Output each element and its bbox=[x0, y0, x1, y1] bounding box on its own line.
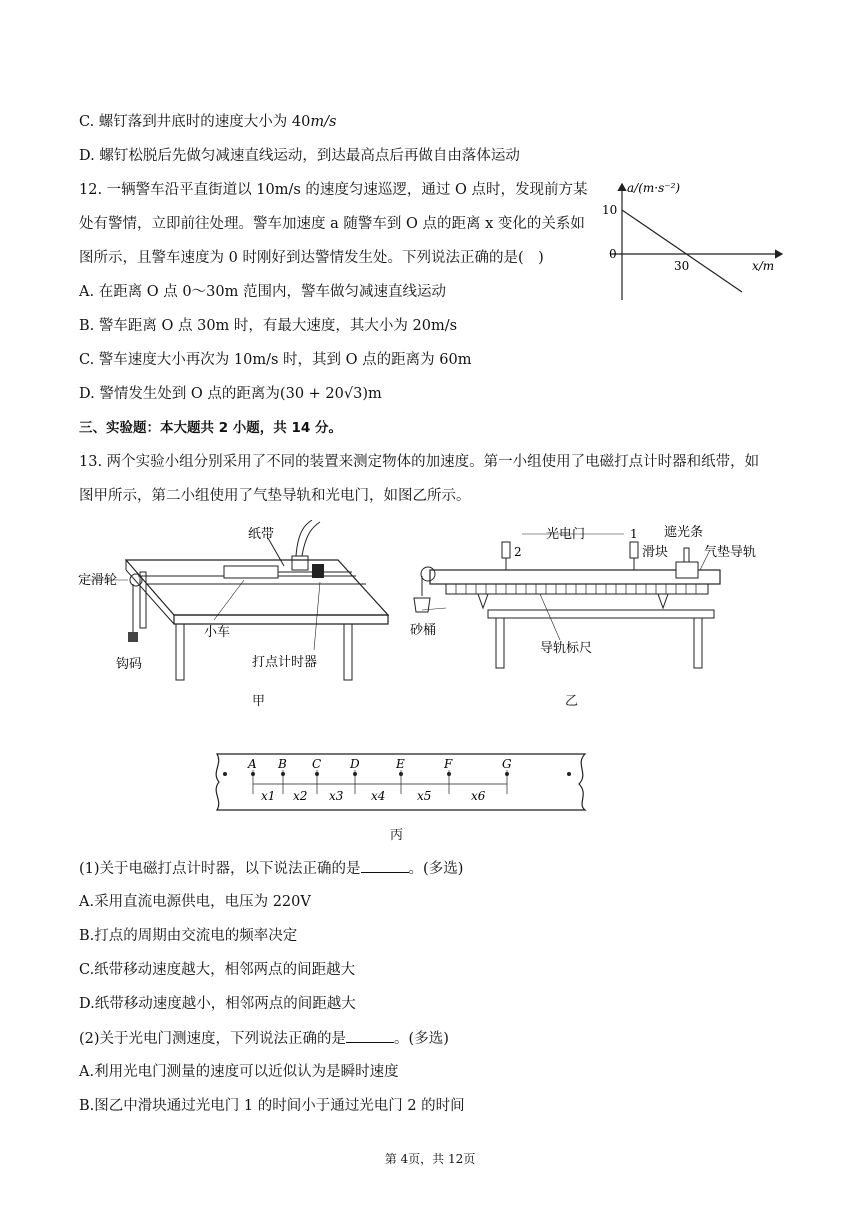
segment-x6: x6 bbox=[471, 789, 486, 803]
q12-stem-line1: 12. 一辆警车沿平直街道以 10m/s 的速度匀速巡逻，通过 O 点时，发现前方某 bbox=[79, 182, 588, 198]
q13-part1-option-c: C.纸带移动速度越大，相邻两点的间距越大 bbox=[79, 962, 356, 978]
label-gate-2: 2 bbox=[514, 545, 522, 559]
label-daoguibiaochi: 导轨标尺 bbox=[540, 641, 593, 656]
label-zhidai: 纸带 bbox=[248, 527, 275, 542]
q11-option-c: C. 螺钉落到井底时的速度大小为 40m/s bbox=[79, 114, 337, 130]
answer-blank-1[interactable] bbox=[361, 858, 409, 873]
point-c: C bbox=[312, 757, 322, 771]
section-heading: 三、实验题：本大题共 2 小题，共 14 分。 bbox=[79, 420, 342, 436]
label-zheguangtiao: 遮光条 bbox=[664, 525, 704, 540]
q13-stem-line2: 图甲所示，第二小组使用了气垫导轨和光电门，如图乙所示。 bbox=[79, 488, 471, 504]
a-x-line bbox=[622, 210, 742, 292]
q13-part2: (2)关于光电门测速度，下列说法正确的是 。(多选) bbox=[79, 1028, 449, 1049]
label-xiaoche: 小车 bbox=[204, 625, 231, 640]
figure-bing bbox=[205, 748, 595, 818]
label-gate-1: 1 bbox=[630, 527, 638, 541]
q13-part1-option-d: D.纸带移动速度越小，相邻两点的间距越大 bbox=[79, 996, 356, 1012]
point-d: D bbox=[350, 757, 360, 771]
page-footer: 第 4页，共 12页 bbox=[384, 1152, 476, 1166]
caption-jia: 甲 bbox=[252, 694, 266, 709]
point-a: A bbox=[248, 757, 257, 771]
segment-x4: x4 bbox=[371, 789, 386, 803]
q13-part1: (1)关于电磁打点计时器，以下说法正确的是 。(多选) bbox=[79, 858, 463, 879]
point-b: B bbox=[278, 757, 287, 771]
graph-x-tick: 30 bbox=[674, 259, 690, 273]
graph-y-tick: 10 bbox=[602, 203, 618, 217]
q11-option-d: D. 螺钉松脱后先做匀减速直线运动，到达最高点后再做自由落体运动 bbox=[79, 148, 520, 164]
segment-x1: x1 bbox=[261, 789, 276, 803]
caption-yi: 乙 bbox=[565, 694, 579, 709]
q13-part1-option-b: B.打点的周期由交流电的频率决定 bbox=[79, 928, 298, 944]
q12-stem-line3: 图所示，且警车速度为 0 时刚好到达警情发生处。下列说法正确的是( ) bbox=[79, 250, 544, 266]
label-gouma: 钩码 bbox=[116, 657, 143, 672]
q13-part1-option-a: A.采用直流电源供电，电压为 220V bbox=[79, 894, 311, 910]
point-e: E bbox=[396, 757, 405, 771]
label-qidiandaogui: 气垫导轨 bbox=[704, 545, 757, 560]
label-dinghualun: 定滑轮 bbox=[78, 573, 118, 588]
label-dadianjishiqi: 打点计时器 bbox=[252, 655, 318, 670]
graph-xlabel: x/m bbox=[752, 259, 775, 273]
label-huakuai: 滑块 bbox=[642, 545, 669, 560]
q12-ax-graph bbox=[600, 178, 790, 303]
segment-x3: x3 bbox=[329, 789, 344, 803]
q12-stem-line2: 处有警情，立即前往处理。警车加速度 a 随警车到 O 点的距离 x 变化的关系如 bbox=[79, 216, 585, 232]
q12-option-d: D. 警情发生处到 O 点的距离为(30 + 20√3)m bbox=[79, 386, 382, 402]
q13-stem-line1: 13. 两个实验小组分别采用了不同的装置来测定物体的加速度。第一小组使用了电磁打点计时器和纸带，如 bbox=[79, 454, 760, 470]
point-g: G bbox=[502, 757, 512, 771]
graph-origin: 0 bbox=[609, 247, 617, 261]
q13-part2-option-a: A.利用光电门测量的速度可以近似认为是瞬时速度 bbox=[79, 1064, 399, 1080]
figure-yi bbox=[410, 520, 780, 690]
figure-jia bbox=[76, 520, 396, 690]
q12-option-a: A. 在距离 O 点 0～30m 范围内，警车做匀减速直线运动 bbox=[79, 284, 446, 300]
segment-x2: x2 bbox=[293, 789, 308, 803]
label-guangdianmen: 光电门 bbox=[546, 527, 586, 542]
caption-bing: 丙 bbox=[390, 828, 404, 843]
answer-blank-2[interactable] bbox=[346, 1028, 394, 1043]
point-f: F bbox=[444, 757, 453, 771]
graph-ylabel: a/(m·s⁻²) bbox=[627, 181, 681, 195]
q13-part2-option-b: B.图乙中滑块通过光电门 1 的时间小于通过光电门 2 的时间 bbox=[79, 1098, 465, 1114]
segment-x5: x5 bbox=[417, 789, 432, 803]
label-shatong: 砂桶 bbox=[410, 623, 437, 638]
q12-option-c: C. 警车速度大小再次为 10m/s 时，其到 O 点的距离为 60m bbox=[79, 352, 472, 368]
q12-option-b: B. 警车距离 O 点 30m 时，有最大速度，其大小为 20m/s bbox=[79, 318, 458, 334]
